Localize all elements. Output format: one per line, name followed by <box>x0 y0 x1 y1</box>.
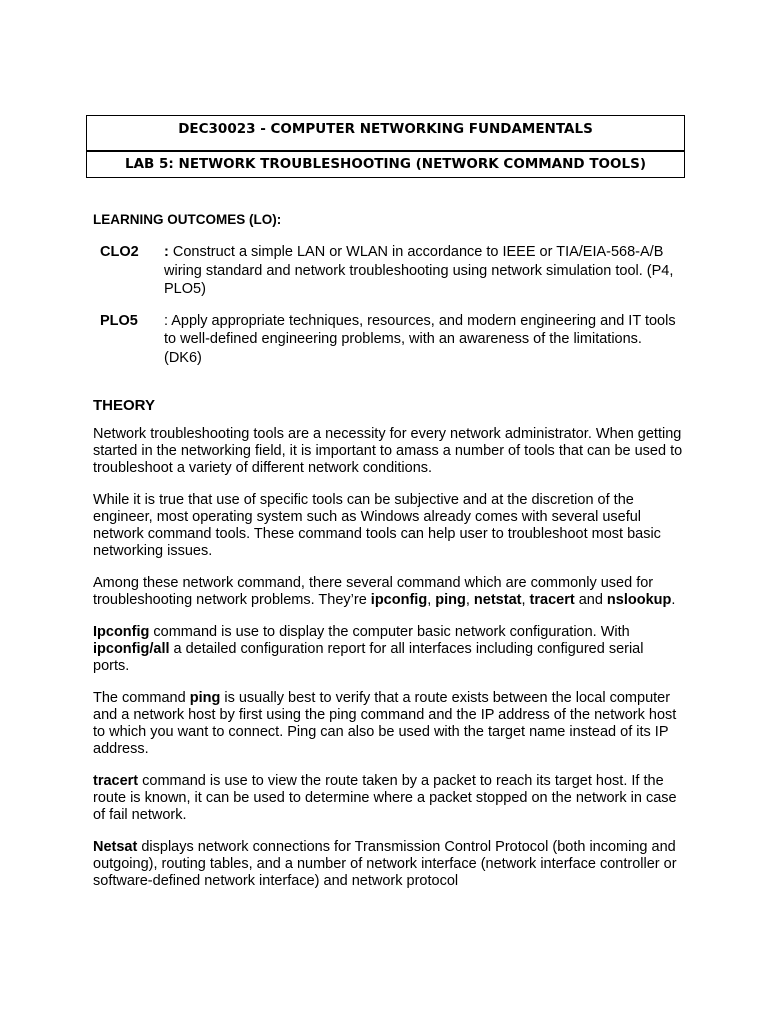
outcome-code: CLO2 <box>100 244 139 260</box>
theory-paragraph-ipconfig: Ipconfig command is use to display the computer basic network configuration. With ipconfig/all a detailed configuration report for all interfaces including configured serial ports. <box>93 624 644 674</box>
theory-paragraph-ping: The command ping is usually best to verify that a route exists between the local computer and a network host by first using the ping command and the IP address of the network host to which you want to connect. Ping can also be used with the target name instead of its IP address. <box>93 690 677 757</box>
learning-outcome-plo5 <box>100 312 683 368</box>
course-header-table <box>86 115 685 178</box>
theory-paragraph-3: Among these network command, there several command which are commonly used for troubleshooting network problems. They’re ipconfig, ping, netstat, tracert and nslookup. <box>93 575 676 608</box>
course-title: DEC30023 - COMPUTER NETWORKING FUNDAMENTALS <box>87 116 684 151</box>
outcome-code: PLO5 <box>100 312 138 329</box>
theory-paragraph-netstat: Netsat displays network connections for Transmission Control Protocol (both incoming and outgoing), routing tables, and a number of network interface (network interface controller or software-defined network interface) and network protocol <box>93 839 677 889</box>
lab-title: LAB 5: NETWORK TROUBLESHOOTING (NETWORK COMMAND TOOLS) <box>124 156 646 172</box>
command-netstat: netstat <box>473 592 522 608</box>
outcome-colon: : <box>164 312 169 329</box>
command-ping: ping <box>435 592 466 608</box>
command-ipconfig: ipconfig <box>370 592 428 608</box>
outcome-colon: : <box>164 244 169 260</box>
learning-outcomes-heading: LEARNING OUTCOMES (LO): <box>93 212 282 227</box>
theory-paragraph-tracert: tracert command is use to view the route taken by a packet to reach its target host. If the route is known, it can be used to determine where a packet stopped on the network in case of fail network. <box>93 773 677 823</box>
learning-outcome-clo2 <box>100 243 683 299</box>
outcome-text: : Construct a simple LAN or WLAN in accordance to IEEE or TIA/EIA-568-A/B wiring standard and network troubleshooting using network simulation tool. (P4, PLO5) <box>164 244 674 297</box>
term-tracert: tracert <box>93 773 139 789</box>
outcome-text: : Apply appropriate techniques, resources, and modern engineering and IT tools to well-defined engineering problems, with an awareness of the limitations. (DK6) <box>164 312 676 366</box>
document-body <box>93 212 683 905</box>
term-ipconfig: Ipconfig <box>93 624 150 640</box>
command-tracert: tracert <box>529 592 575 608</box>
term-netsat: Netsat <box>93 839 138 855</box>
term-ipconfig-all: ipconfig/all <box>93 641 170 657</box>
theory-heading: THEORY <box>93 397 155 414</box>
term-ping: ping <box>189 690 221 706</box>
theory-paragraph-1: Network troubleshooting tools are a necessity for every network administrator. When getting started in the networking field, it is important to amass a number of tools that can be used to troubleshoot a variety of different network conditions. <box>93 426 683 476</box>
theory-paragraph-2: While it is true that use of specific tools can be subjective and at the discretion of the engineer, most operating system such as Windows already comes with several useful network command tools. These command tools can help user to troubleshoot most basic networking issues. <box>93 492 661 559</box>
command-nslookup: nslookup <box>606 592 672 608</box>
